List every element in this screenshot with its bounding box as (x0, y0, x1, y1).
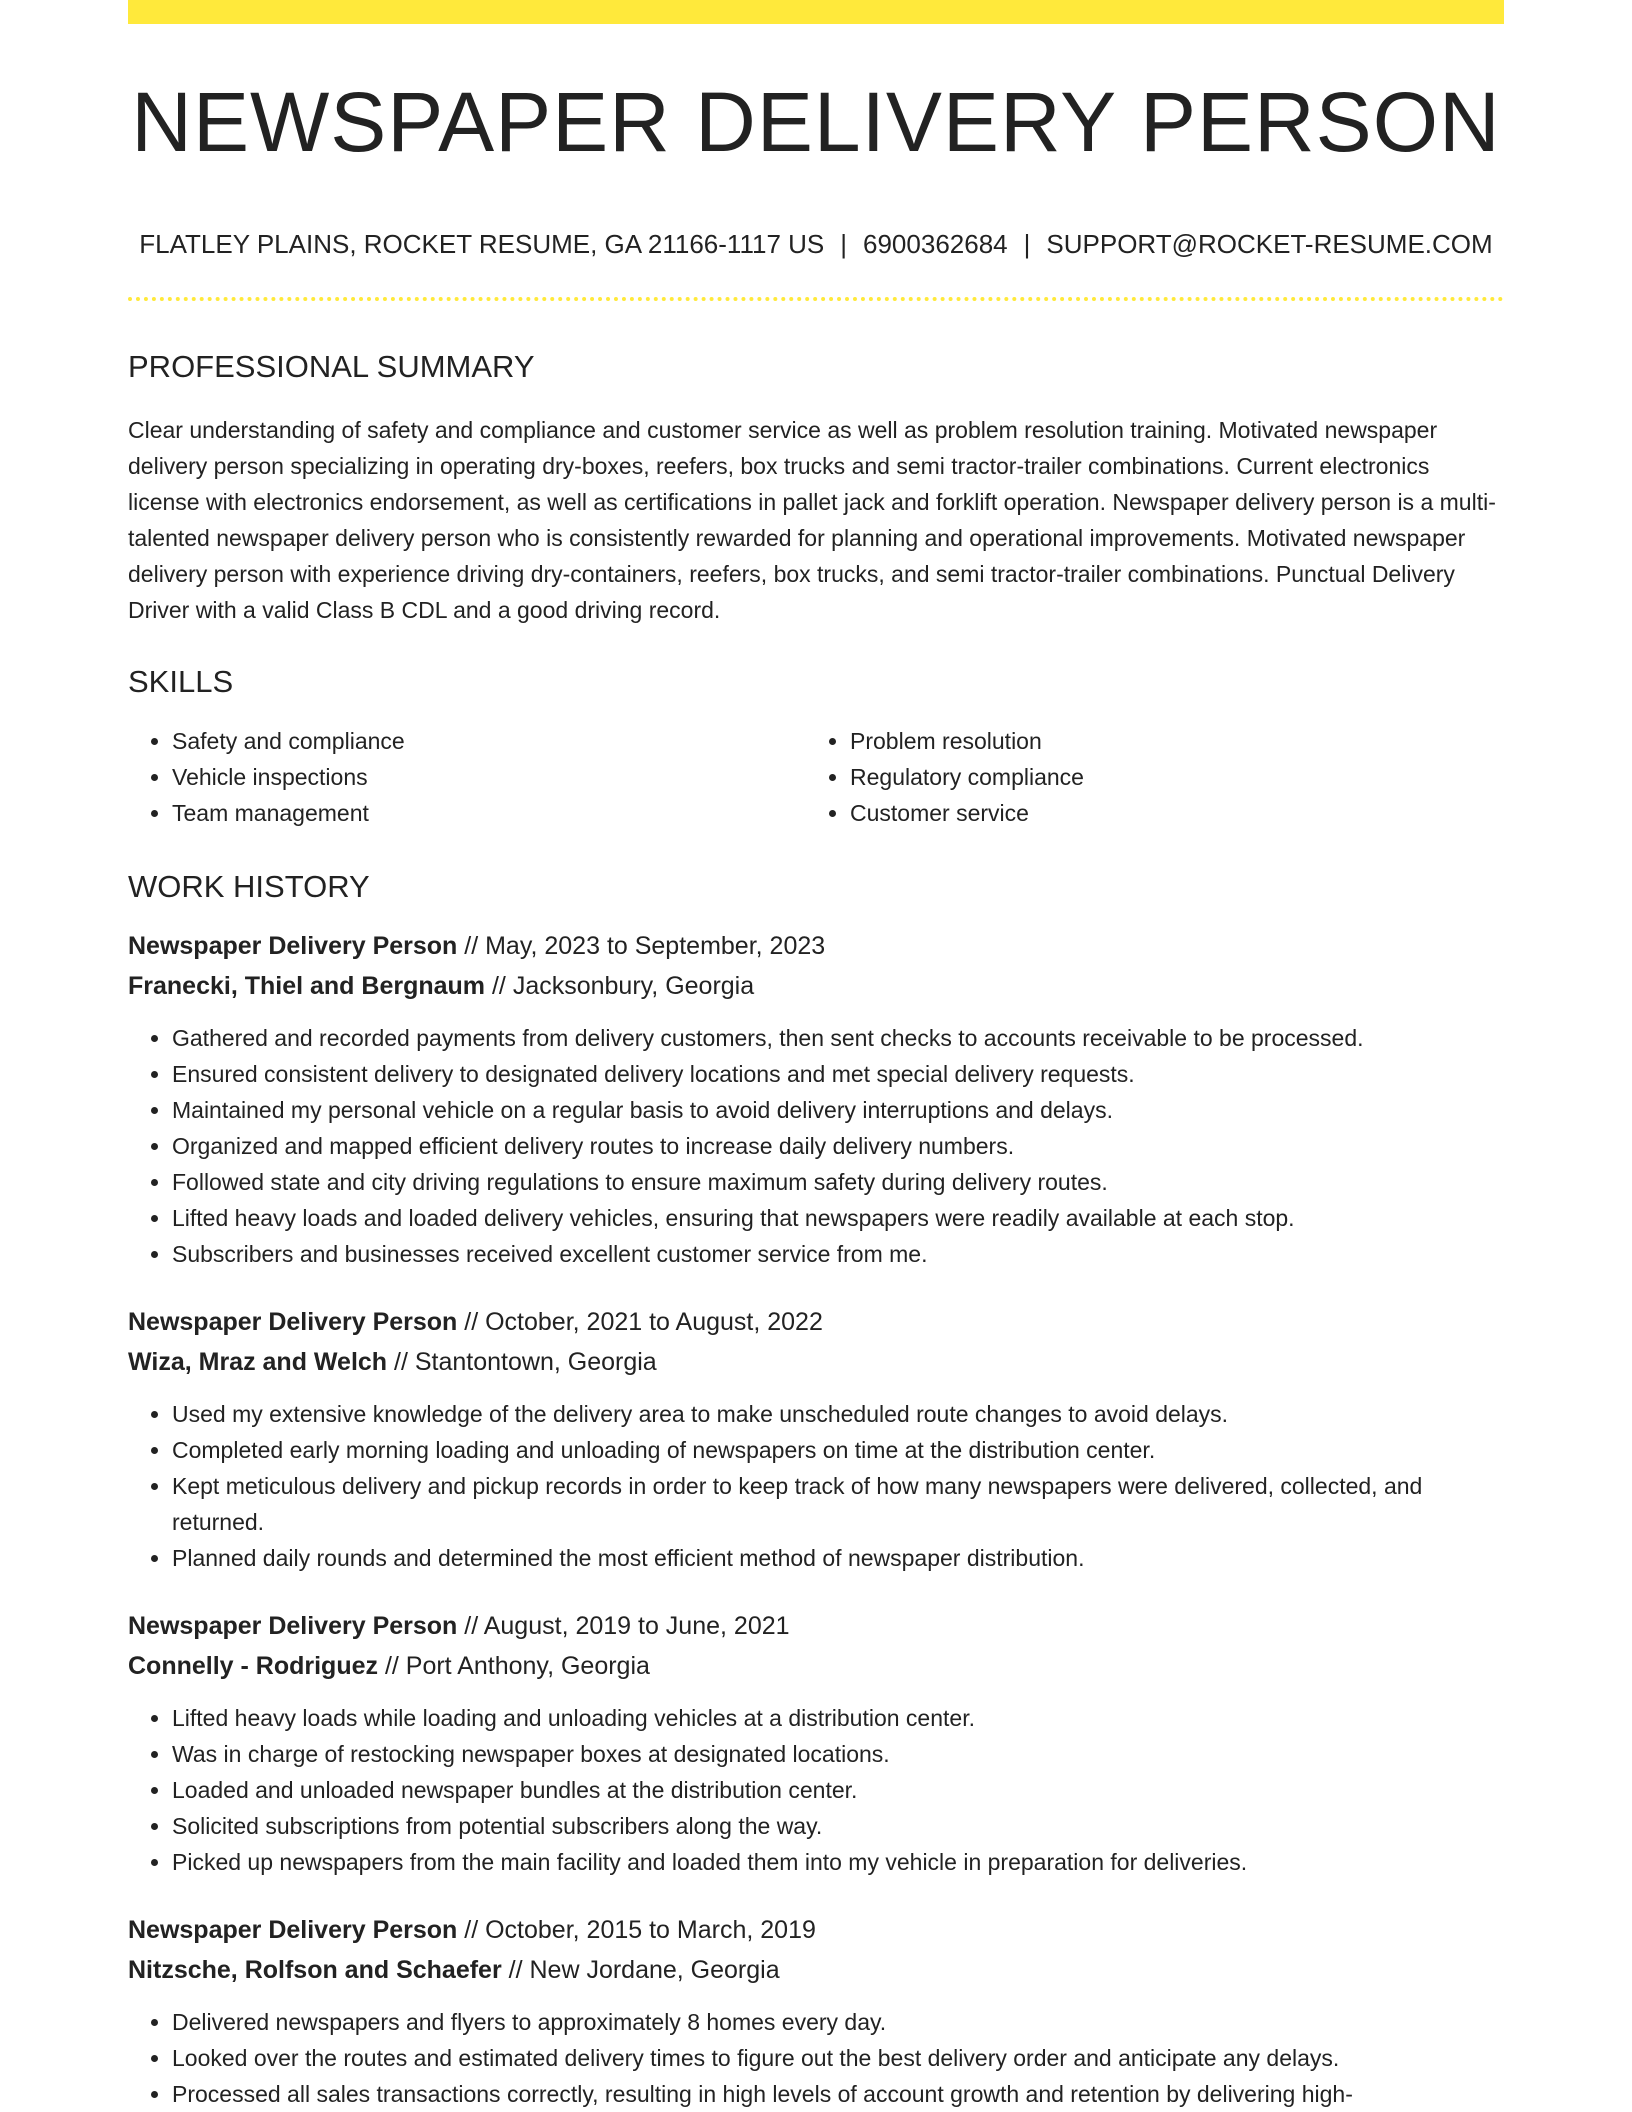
job-bullet: • Followed state and city driving regulations to ensure maximum safety during delivery routes. (172, 1164, 1504, 1200)
contact-separator: | (1023, 229, 1031, 259)
skill-item: • Vehicle inspections (172, 759, 806, 795)
section-title-skills: SKILLS (128, 664, 234, 699)
skills-column-left (128, 723, 806, 831)
job-bullet: • Lifted heavy loads while loading and unloading vehicles at a distribution center. (172, 1700, 1504, 1736)
job-bullet: • Delivered newspapers and flyers to approximately 8 homes every day. (172, 2004, 1504, 2040)
job-bullet: • Maintained my personal vehicle on a regular basis to avoid delivery interruptions and delays. (172, 1092, 1504, 1128)
job-bullets (128, 1700, 1504, 1880)
section-title-summary: PROFESSIONAL SUMMARY (128, 349, 535, 384)
contact-phone: 6900362684 (863, 229, 1008, 259)
job-bullet: • Kept meticulous delivery and pickup records in order to keep track of how many newspapers were delivered, collected, and returned. (172, 1468, 1504, 1540)
job-company-line (128, 1342, 1504, 1382)
job-company: Franecki, Thiel and Bergnaum (128, 972, 486, 1000)
job-company-line (128, 966, 1504, 1006)
job-company-line (128, 1646, 1504, 1686)
skill-item: • Regulatory compliance (850, 759, 1484, 795)
job-bullet: • Subscribers and businesses received excellent customer service from me. (172, 1236, 1504, 1272)
job-location: // Jacksonbury, Georgia (485, 972, 755, 1000)
resume-page (128, 0, 1504, 2112)
job-title-line (128, 1910, 1504, 1950)
job-entry (128, 1910, 1504, 2112)
job-dates: // May, 2023 to September, 2023 (457, 932, 826, 960)
skills-column-right (806, 723, 1484, 831)
job-dates: // October, 2021 to August, 2022 (457, 1308, 823, 1336)
job-company: Connelly - Rodriguez (128, 1652, 378, 1680)
job-title-line (128, 926, 1504, 966)
job-dates: // October, 2015 to March, 2019 (457, 1916, 816, 1944)
contact-address: FLATLEY PLAINS, ROCKET RESUME, GA 21166-1117 US (139, 229, 825, 259)
job-bullet: • Loaded and unloaded newspaper bundles at the distribution center. (172, 1772, 1504, 1808)
job-bullet: • Used my extensive knowledge of the delivery area to make unscheduled route changes to avoid delays. (172, 1396, 1504, 1432)
skill-item: • Team management (172, 795, 806, 831)
job-position: Newspaper Delivery Person (128, 1612, 458, 1640)
skills-list (128, 723, 1504, 831)
job-bullet: • Was in charge of restocking newspaper boxes at designated locations. (172, 1736, 1504, 1772)
dotted-divider (128, 297, 1504, 301)
job-entry (128, 1302, 1504, 1576)
job-position: Newspaper Delivery Person (128, 932, 458, 960)
job-entry (128, 926, 1504, 1272)
job-location: // Port Anthony, Georgia (378, 1652, 650, 1680)
job-bullet: • Lifted heavy loads and loaded delivery vehicles, ensuring that newspapers were readily available at each stop. (172, 1200, 1504, 1236)
job-bullet: • Processed all sales transactions correctly, resulting in high levels of account growth and retention by delivering high- (172, 2076, 1504, 2112)
top-accent-bar (128, 0, 1504, 24)
job-bullets (128, 1020, 1504, 1272)
job-bullet: • Picked up newspapers from the main facility and loaded them into my vehicle in preparation for deliveries. (172, 1844, 1504, 1880)
job-location: // Stantontown, Georgia (387, 1348, 657, 1376)
skill-item: • Customer service (850, 795, 1484, 831)
candidate-name: NEWSPAPER DELIVERY PERSON (131, 75, 1501, 169)
job-position: Newspaper Delivery Person (128, 1308, 458, 1336)
job-bullet: • Looked over the routes and estimated delivery times to figure out the best delivery order and anticipate any delays. (172, 2040, 1504, 2076)
job-bullet: • Planned daily rounds and determined the most efficient method of newspaper distribution. (172, 1540, 1504, 1576)
job-position: Newspaper Delivery Person (128, 1916, 458, 1944)
job-company-line (128, 1950, 1504, 1990)
job-bullet: • Completed early morning loading and unloading of newspapers on time at the distribution center. (172, 1432, 1504, 1468)
job-title-line (128, 1302, 1504, 1342)
job-company: Wiza, Mraz and Welch (128, 1348, 388, 1376)
skill-item: • Problem resolution (850, 723, 1484, 759)
job-entry (128, 1606, 1504, 1880)
summary-text: Clear understanding of safety and compliance and customer service as well as problem resolution training. Motivated newspaper delivery person specializing in operating dry-boxes, reefers, box trucks and semi tractor-trailer combinations. Current electronics license with electronics endorsement, as well as certifications in pallet jack and forklift operation. Newspaper delivery person is a multi-talented newspaper delivery person who is consistently rewarded for planning and operational improvements. Motivated newspaper delivery person with experience driving dry-containers, reefers, box trucks, and semi tractor-trailer combinations. Punctual Delivery Driver with a valid Class B CDL and a good driving record. (128, 417, 1496, 623)
job-title-line (128, 1606, 1504, 1646)
job-bullet: • Solicited subscriptions from potential subscribers along the way. (172, 1808, 1504, 1844)
section-title-work-history: WORK HISTORY (128, 869, 370, 904)
job-dates: // August, 2019 to June, 2021 (457, 1612, 790, 1640)
job-bullets (128, 1396, 1504, 1576)
job-bullet: • Organized and mapped efficient delivery routes to increase daily delivery numbers. (172, 1128, 1504, 1164)
skill-item: • Safety and compliance (172, 723, 806, 759)
contact-email: SUPPORT@ROCKET-RESUME.COM (1046, 229, 1493, 259)
job-location: // New Jordane, Georgia (501, 1956, 780, 1984)
job-bullets (128, 2004, 1504, 2112)
job-bullet: • Ensured consistent delivery to designated delivery locations and met special delivery requests. (172, 1056, 1504, 1092)
job-bullet: • Gathered and recorded payments from delivery customers, then sent checks to accounts receivable to be processed. (172, 1020, 1504, 1056)
job-company: Nitzsche, Rolfson and Schaefer (128, 1956, 502, 1984)
contact-line (128, 231, 1504, 257)
contact-separator: | (840, 229, 848, 259)
